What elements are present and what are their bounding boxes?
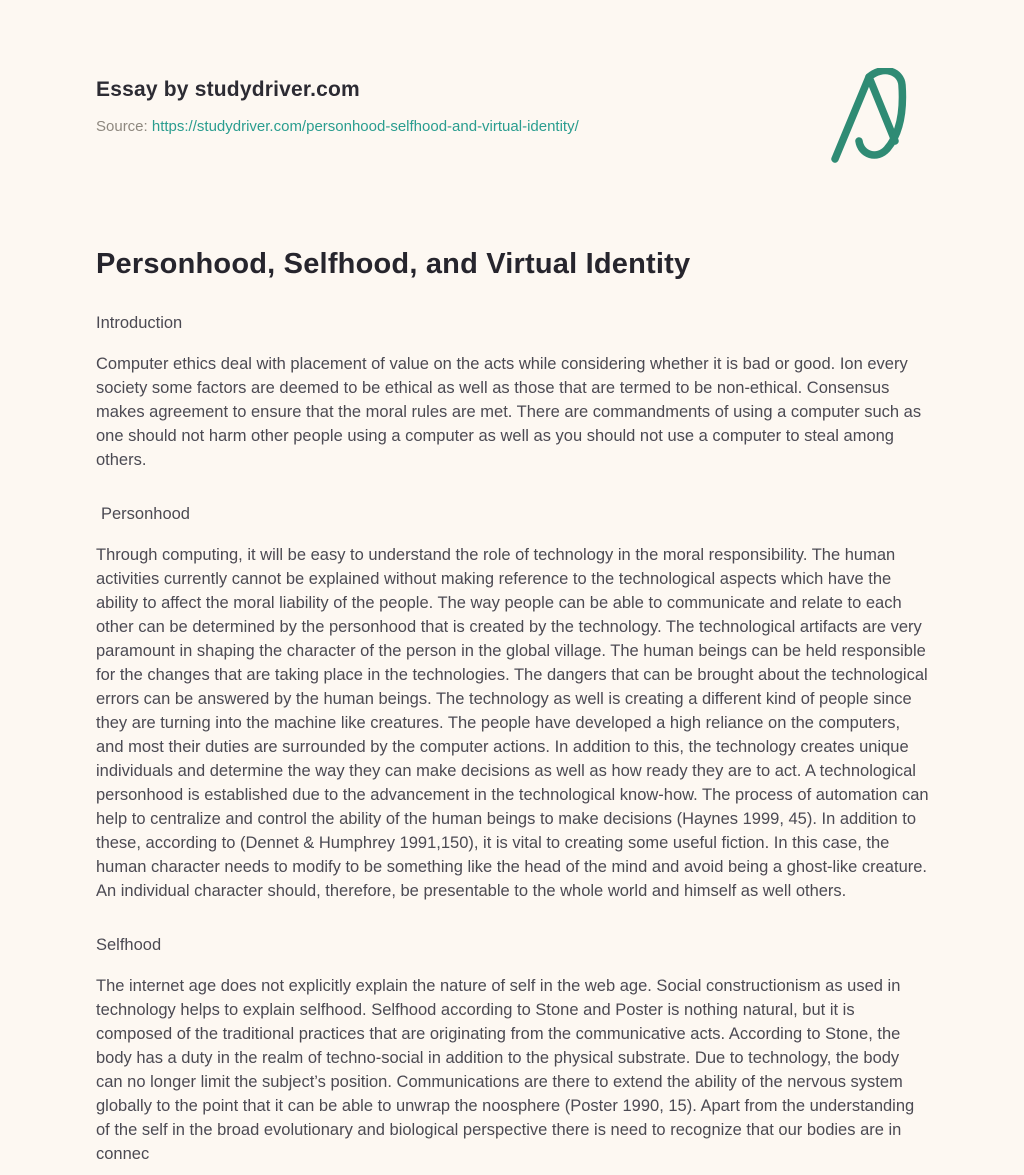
section-heading-introduction: Introduction bbox=[96, 314, 183, 332]
section-paragraph-introduction: Computer ethics deal with placement of value on the acts while considering whether it is bad or good. Ion every society some factors are deemed to be ethical as well as those that are termed to be non-ethical. Consensus makes agreement to ensure that the moral rules are met. There are commandments of using a computer such as one should not harm other people using a computer as well as you should not use a computer to steal among others. bbox=[96, 355, 922, 469]
essay-title: Personhood, Selfhood, and Virtual Identity bbox=[96, 248, 691, 280]
section-paragraph-selfhood: The internet age does not explicitly explain the nature of self in the web age. Social constructionism as used in technology helps to explain selfhood. Selfhood according to Stone and Poster is nothing natural, but it is composed of the traditional practices that are originating from the communicative acts. According to Stone, the body has a duty in the realm of techno-social in addition to the physical substrate. Due to technology, the body can no longer limit the subject’s position. Communications are there to extend the ability of the nervous system globally to the point that it can be able to unwrap the noosphere (Poster 1990, 15). Apart from the understanding of the self in the broad evolutionary and biological perspective there is need to recognize that our bodies are in connec bbox=[96, 977, 915, 1163]
source-line bbox=[96, 118, 929, 135]
source-label: Source: bbox=[96, 118, 148, 135]
section-heading-personhood: Personhood bbox=[101, 505, 190, 523]
source-link[interactable]: https://studydriver.com/personhood-selfhood-and-virtual-identity/ bbox=[151, 118, 579, 135]
section-paragraph-personhood: Through computing, it will be easy to understand the role of technology in the moral responsibility. The human activities currently cannot be explained without making reference to the technological aspects which have the ability to affect the moral liability of the people. The way people can be able to communicate and relate to each other can be determined by the personhood that is created by the technology. The technological artifacts are very paramount in shaping the character of the person in the global village. The human beings can be held responsible for the changes that are taking place in the technologies. The dangers that can be brought about the technological errors can be answered by the human beings. The technology as well is creating a different kind of people since they are turning into the machine like creatures. The people have developed a high reliance on the computers, and most their duties are surrounded by the computer actions. In addition to this, the technology creates unique individuals and determine the way they can make decisions as well as how ready they are to act. A technological personhood is established due to the advancement in the technological know-how. The process of automation can help to centralize and control the ability of the human beings to make decisions (Haynes 1999, 45). In addition to these, according to (Dennet & Humphrey 1991,150), it is vital to creating some useful fiction. In this case, the human character needs to modify to be something like the head of the mind and avoid being a ghost-like creature. An individual character should, therefore, be presentable to the whole world and himself as well others. bbox=[96, 546, 929, 900]
section-heading-selfhood: Selfhood bbox=[96, 936, 162, 954]
essay-byline: Essay by studydriver.com bbox=[96, 78, 360, 101]
document-content bbox=[96, 78, 929, 1166]
